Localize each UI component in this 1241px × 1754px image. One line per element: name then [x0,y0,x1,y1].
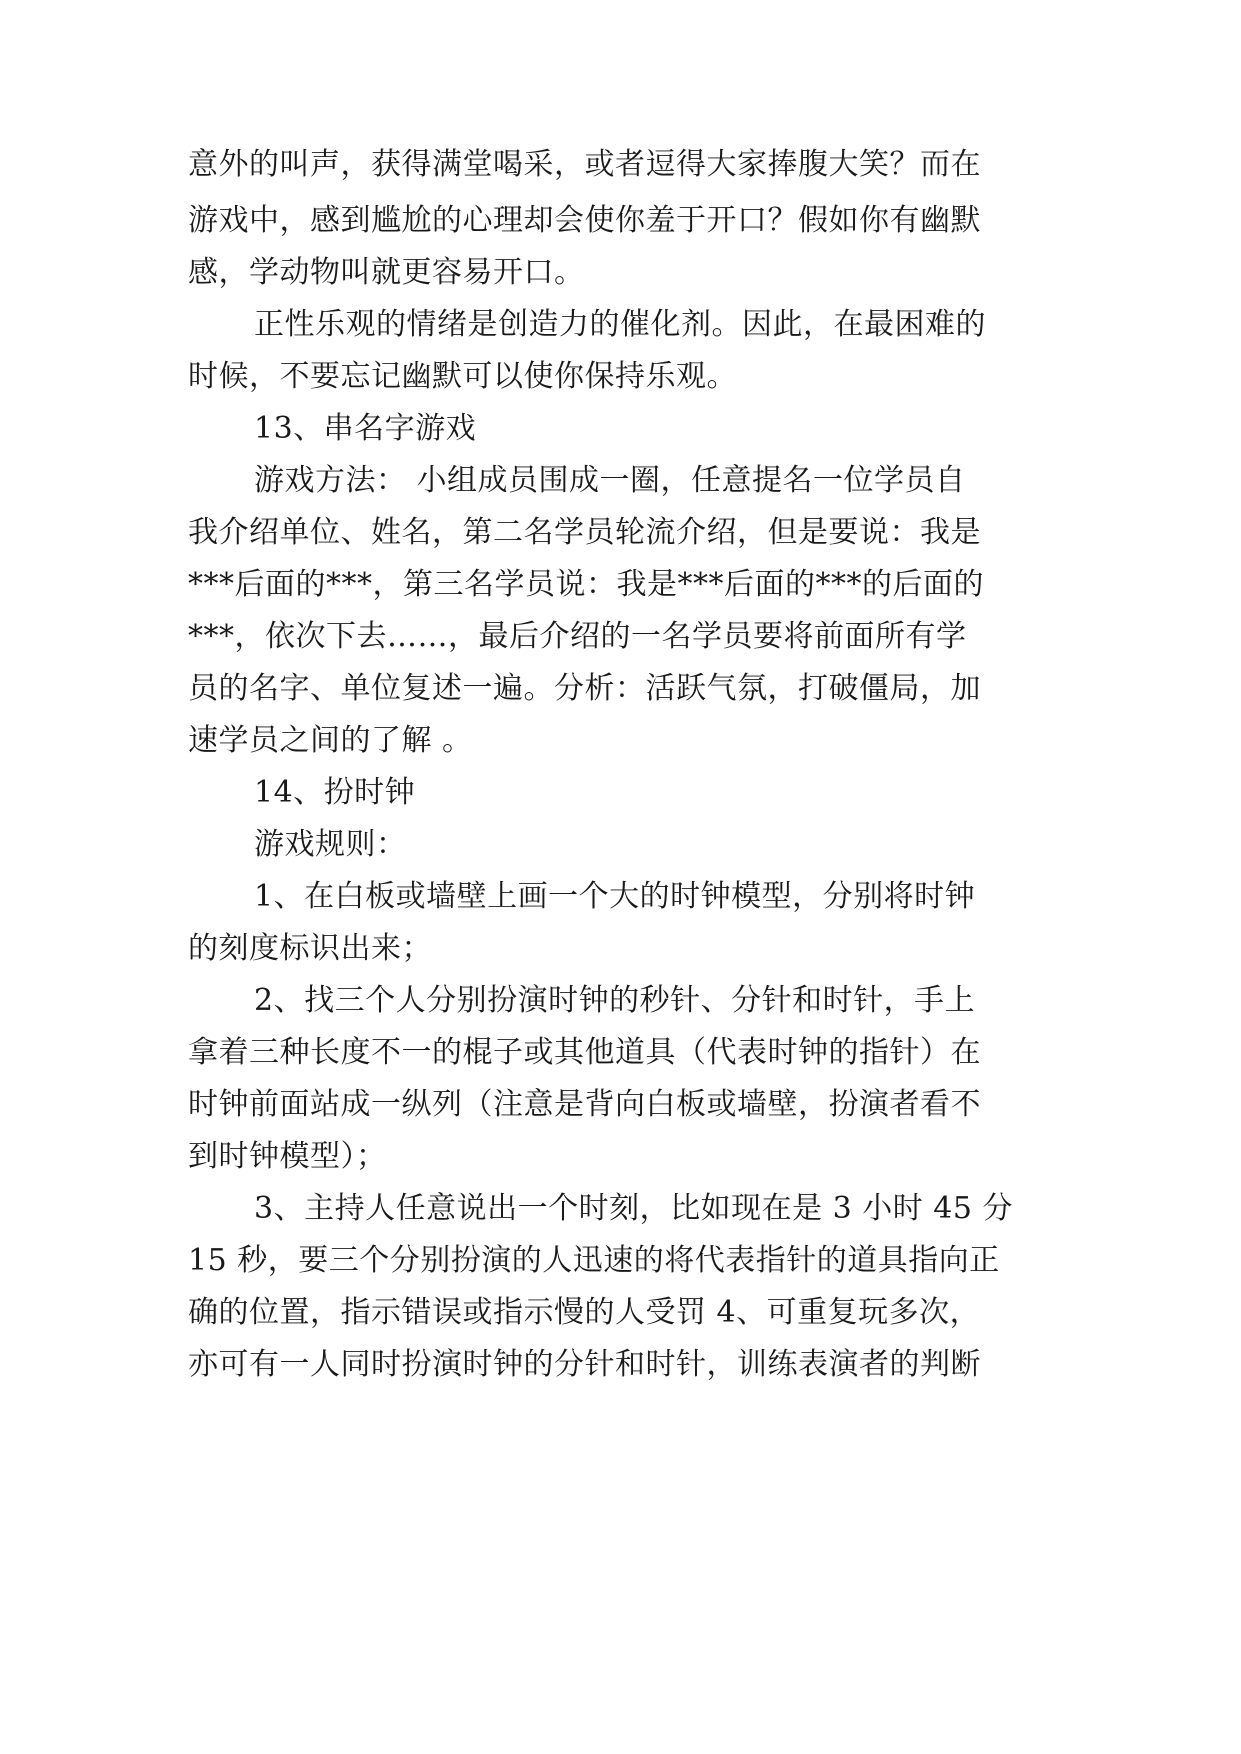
text-line: 时候，不要忘记幽默可以使你保持乐观。 [188,359,737,394]
paragraph-first-line: 正性乐观的情绪是创造力的催化剂。因此，在最困难的 [254,307,986,342]
text-line: 速学员之间的了解 。 [188,723,473,758]
text-line: 到时钟模型）； [188,1139,387,1174]
list-item-line: 2、找三个人分别扮演时钟的秒针、分针和时针，手上 [254,983,976,1018]
paragraph-first-line: 游戏方法： 小组成员围成一圈，任意提名一位学员自 [254,463,966,498]
section-heading: 13、串名字游戏 [254,411,477,446]
text-line: 游戏中，感到尴尬的心理却会使你羞于开口？假如你有幽默 [188,203,981,238]
text-line: 拿着三种长度不一的棍子或其他道具（代表时钟的指针）在 [188,1035,981,1070]
text-line: 意外的叫声，获得满堂喝采，或者逗得大家捧腹大笑？而在 [188,147,981,182]
list-item-line: 1、在白板或墙壁上画一个大的时钟模型，分别将时钟 [254,879,976,914]
text-line: 感，学动物叫就更容易开口。 [188,255,585,290]
paragraph-first-line: 游戏规则： [254,827,407,862]
text-line: 我介绍单位、姓名，第二名学员轮流介绍，但是要说：我是 [188,515,981,550]
section-heading: 14、扮时钟 [254,775,416,810]
text-line: 15 秒，要三个分别扮演的人迅速的将代表指针的道具指向正 [188,1243,1000,1278]
text-line: 员的名字、单位复述一遍。分析：活跃气氛，打破僵局，加 [188,671,981,706]
text-line: 确的位置，指示错误或指示慢的人受罚 4、可重复玩多次， [188,1295,981,1330]
text-line: 的刻度标识出来； [188,931,432,966]
text-line: 时钟前面站成一纵列（注意是背向白板或墙壁，扮演者看不 [188,1087,981,1122]
list-item-line: 3、主持人任意说出一个时刻，比如现在是 3 小时 45 分 [254,1191,1013,1226]
text-line: ***，依次下去……，最后介绍的一名学员要将前面所有学 [188,619,967,654]
text-line: 亦可有一人同时扮演时钟的分针和时针，训练表演者的判断 [188,1347,981,1382]
text-line: ***后面的***，第三名学员说：我是***后面的***的后面的 [188,567,984,602]
